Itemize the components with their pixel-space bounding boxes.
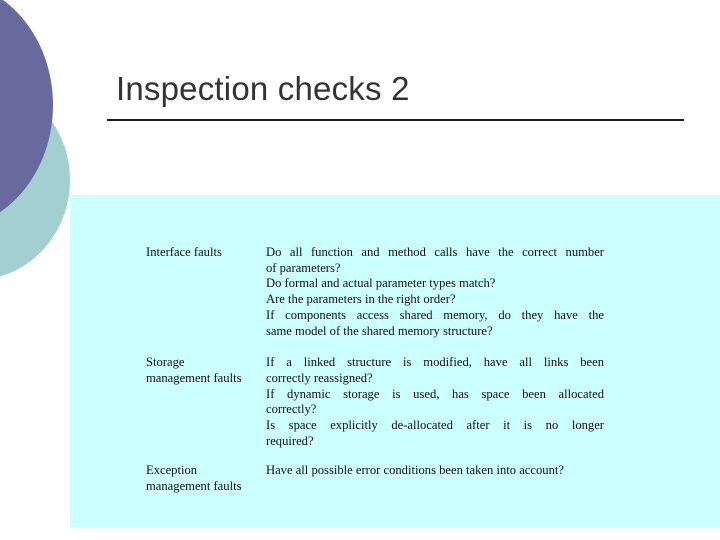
check-line: correctly? xyxy=(266,402,317,417)
category-cell xyxy=(146,463,266,494)
category-cell xyxy=(146,245,266,339)
check-line: Do all function and method calls have the correct number xyxy=(266,245,604,259)
category-cell xyxy=(146,355,266,449)
check-line: Have all possible error conditions been taken into account? xyxy=(266,463,564,478)
table-row-storage-management-faults xyxy=(146,355,606,449)
title-underline xyxy=(107,119,684,121)
check-line: correctly reassigned? xyxy=(266,370,373,385)
inspection-checks-table xyxy=(146,245,606,495)
category-label: management faults xyxy=(146,479,242,494)
check-line: Do formal and actual parameter types match? xyxy=(266,276,496,291)
table-row-exception-management-faults xyxy=(146,463,606,494)
check-line: required? xyxy=(266,433,314,448)
check-line: of parameters? xyxy=(266,260,341,275)
category-label: Storage xyxy=(146,355,185,370)
check-line: Is space explicitly de-allocated after it is no longer xyxy=(266,418,604,433)
category-label: Exception xyxy=(146,463,198,478)
check-line: If dynamic storage is used, has space been allocated xyxy=(266,386,604,401)
slide-title: Inspection checks 2 xyxy=(116,70,410,107)
category-label: Interface faults xyxy=(146,245,222,259)
check-line: If a linked structure is modified, have all links been xyxy=(266,355,604,370)
check-cell xyxy=(266,355,604,449)
check-line: If components access shared memory, do they have the xyxy=(266,307,604,322)
check-cell xyxy=(266,463,604,494)
check-line: same model of the shared memory structure? xyxy=(266,323,493,338)
table-row-interface-faults xyxy=(146,245,606,339)
check-cell xyxy=(266,245,604,339)
category-label: management faults xyxy=(146,370,242,385)
check-line: Are the parameters in the right order? xyxy=(266,292,456,307)
